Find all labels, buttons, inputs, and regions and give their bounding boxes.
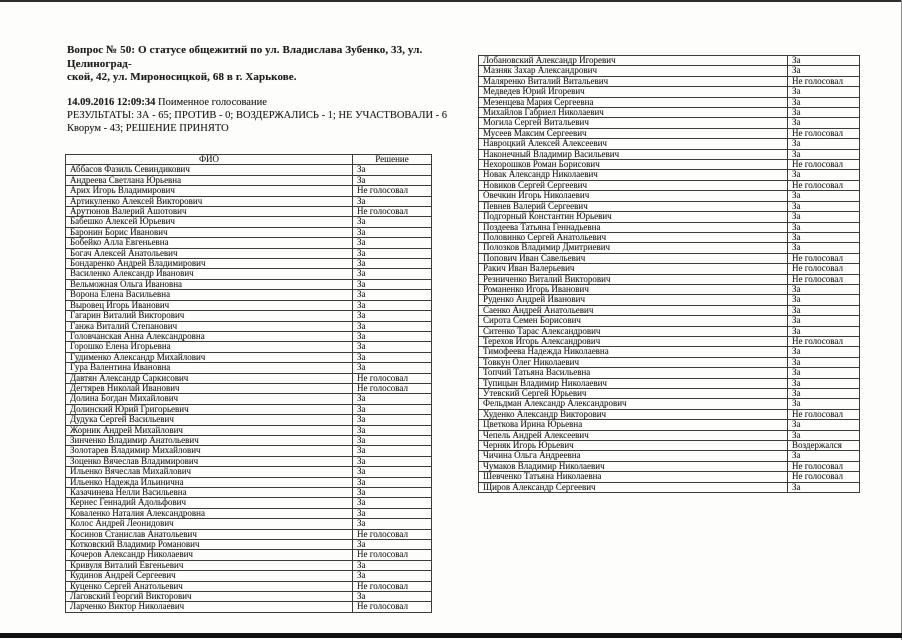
deputy-name: Ильенко Вячеслав Михайлович [66,467,353,477]
deputy-name: Утевский Сергей Юрьевич [479,389,788,399]
vote-value: Воздержался [788,441,860,451]
deputy-name: Кернес Геннадий Адольфович [66,498,353,508]
vote-value: За [788,378,860,388]
deputy-name: Ракич Иван Валерьевич [479,264,788,274]
deputy-name: Шевченко Татьяна Николаевна [479,472,788,482]
session-type: Поименное голосование [158,96,267,108]
deputy-name: Зинченко Владимир Анатольевич [66,435,353,445]
table-row [66,592,432,602]
question-title [67,44,471,85]
table-row [66,290,432,300]
table-row [479,326,860,336]
table-row [66,404,432,414]
vote-value: За [788,232,860,242]
deputy-name: Лаговский Георгий Викторович [66,592,353,602]
table-row [479,128,860,138]
table-row [479,389,860,399]
deputy-name: Василенко Александр Иванович [66,269,353,279]
vote-value: Не голосовал [353,602,432,612]
deputy-name: Саенко Андрей Анатольевич [479,305,788,315]
deputy-name: Тимофеева Надежда Николаевна [479,347,788,357]
vote-value: За [788,451,860,461]
table-row [66,259,432,269]
deputy-name: Медведев Юрий Игоревич [479,87,788,97]
deputy-name: Певнев Валерий Сергеевич [479,201,788,211]
column-header-decision: Решение [353,155,432,165]
table-row [479,451,860,461]
deputy-name: Мезенцева Мария Сергеевна [479,97,788,107]
vote-value: За [788,357,860,367]
column-header-name: ФИО [66,155,353,165]
table-row [479,409,860,419]
vote-value: За [353,394,432,404]
vote-value: За [353,311,432,321]
deputy-name: Цветкова Ирина Юрьевна [479,420,788,430]
table-row [479,118,860,128]
deputy-name: Долина Богдан Михайлович [66,394,353,404]
deputy-name: Андреева Светлана Юрьевна [66,175,353,185]
deputy-name: Черняк Игорь Юрьевич [479,441,788,451]
table-row [66,186,432,196]
table-row [66,467,432,477]
table-row [66,446,432,456]
question-line-2: ской, 42, ул. Мироносицкой, 68 в г. Харькове. [67,71,297,83]
table-row [479,305,860,315]
deputy-name: Арутюнов Валерий Ашотович [66,207,353,217]
table-row [66,238,432,248]
table-row [66,248,432,258]
deputy-name: Гура Валентина Ивановна [66,363,353,373]
table-row [66,196,432,206]
vote-value: Не голосовал [788,76,860,86]
table-row [66,383,432,393]
vote-value: За [788,243,860,253]
question-line-1: Вопрос № 50: О статусе общежитий по ул. Владислава Зубенко, 33, ул. Целиноград- [67,44,423,70]
deputy-name: Колос Андрей Леонидович [66,519,353,529]
deputy-name: Полозков Владимир Дмитриевич [479,243,788,253]
table-row [66,217,432,227]
vote-value: Не голосовал [788,472,860,482]
vote-value: Не голосовал [788,180,860,190]
deputy-name: Новиков Сергей Сергеевич [479,180,788,190]
deputy-name: Нехорошков Роман Борисович [479,160,788,170]
table-row [66,519,432,529]
deputy-name: Кривуля Виталий Евгеньевич [66,560,353,570]
deputy-name: Артикуленко Алексей Викторович [66,196,353,206]
table-row [479,253,860,263]
deputy-name: Ганжа Виталий Степанович [66,321,353,331]
deputy-name: Гудименко Александр Михайлович [66,352,353,362]
vote-value: За [788,420,860,430]
table-row [66,581,432,591]
table-row [479,378,860,388]
deputy-name: Ворона Елена Васильевна [66,290,353,300]
vote-value: За [353,435,432,445]
vote-value: Не голосовал [788,274,860,284]
table-row [479,482,860,492]
table-row [66,425,432,435]
table-row [479,274,860,284]
vote-value: Не голосовал [353,581,432,591]
table-row [66,550,432,560]
deputy-name: Поздеева Татьяна Геннадьевна [479,222,788,232]
table-row [479,170,860,180]
scan-edge-top [0,0,902,2]
vote-value: За [353,363,432,373]
deputy-name: Мазняк Захар Александрович [479,66,788,76]
table-row [66,165,432,175]
table-row [479,430,860,440]
vote-value: За [788,191,860,201]
vote-value: Не голосовал [353,373,432,383]
vote-value: За [353,227,432,237]
deputy-name: Горошко Елена Игорьевна [66,342,353,352]
table-row [479,357,860,367]
table-row [66,269,432,279]
deputy-name: Фельдман Александр Александрович [479,399,788,409]
deputy-name: Коваленко Наталия Александровна [66,508,353,518]
voting-table-left [65,154,432,613]
deputy-name: Косинов Станислав Анатольевич [66,529,353,539]
vote-value: За [353,467,432,477]
vote-value: За [353,415,432,425]
deputy-name: Чепель Андрей Алексеевич [479,430,788,440]
table-row [66,373,432,383]
deputy-name: Зоценко Вячеслав Владимирович [66,456,353,466]
deputy-name: Бобейко Алла Евгеньевна [66,238,353,248]
table-row [66,540,432,550]
deputy-name: Давтян Александр Саркисович [66,373,353,383]
vote-value: За [788,222,860,232]
table-row [66,331,432,341]
table-row [66,342,432,352]
deputy-name: Топчий Татьяна Васильевна [479,368,788,378]
deputy-name: Богач Алексей Анатольевич [66,248,353,258]
table-row [66,352,432,362]
deputy-name: Руденко Андрей Иванович [479,295,788,305]
deputy-name: Баронин Борис Иванович [66,227,353,237]
vote-value: Не голосовал [788,336,860,346]
vote-value: За [353,300,432,310]
table-row [66,394,432,404]
table-row [479,66,860,76]
deputy-name: Бондаренко Андрей Владимирович [66,259,353,269]
vote-value: За [788,482,860,492]
vote-value: За [353,175,432,185]
table-row [479,56,860,66]
vote-value: За [353,352,432,362]
table-row [66,602,432,612]
deputy-name: Выровец Игорь Иванович [66,300,353,310]
vote-value: За [353,331,432,341]
voting-table-right [478,55,860,493]
vote-value: Не голосовал [788,128,860,138]
vote-value: За [788,212,860,222]
deputy-name: Дудука Сергей Васильевич [66,415,353,425]
table-row [479,295,860,305]
deputy-name: Тупицын Владимир Николаевич [479,378,788,388]
session-datetime: 14.09.2016 12:09:34 [67,96,156,108]
vote-value: За [788,87,860,97]
table-row [479,232,860,242]
table-row [479,420,860,430]
table-row [66,498,432,508]
deputy-name: Головчанская Анна Александровна [66,331,353,341]
vote-value: За [353,238,432,248]
vote-value: Не голосовал [788,409,860,419]
table-row [479,316,860,326]
vote-value: За [353,488,432,498]
deputy-name: Кочеров Александр Николаевич [66,550,353,560]
vote-value: За [353,342,432,352]
deputy-name: Маляренко Виталий Витальевич [479,76,788,86]
table-row [66,311,432,321]
vote-value: За [353,508,432,518]
deputy-name: Сирота Семен Борисович [479,316,788,326]
deputy-name: Чумаков Владимир Николаевич [479,461,788,471]
deputy-name: Бабешко Алексей Юрьевич [66,217,353,227]
table-row [479,368,860,378]
table-row [479,97,860,107]
table-row [479,212,860,222]
table-row [66,571,432,581]
vote-value: За [788,389,860,399]
vote-value: Не голосовал [353,529,432,539]
deputy-name: Михайлов Габриел Николаевич [479,108,788,118]
table-row [66,207,432,217]
table-row [66,560,432,570]
deputy-name: Овечкин Игорь Николаевич [479,191,788,201]
quorum-line: Кворум - 43; РЕШЕНИЕ ПРИНЯТО [67,122,229,134]
table-row [66,488,432,498]
deputy-name: Новак Александр Николаевич [479,170,788,180]
table-row [479,472,860,482]
deputy-name: Худенко Александр Викторович [479,409,788,419]
vote-value: За [353,259,432,269]
deputy-name: Попович Иван Савельевич [479,253,788,263]
vote-value: За [353,446,432,456]
deputy-name: Арих Игорь Владимирович [66,186,353,196]
vote-value: За [788,170,860,180]
table-row [479,399,860,409]
vote-value: За [788,139,860,149]
deputy-name: Ильенко Надежда Ильинична [66,477,353,487]
vote-value: За [788,149,860,159]
table-row [479,108,860,118]
vote-value: За [788,316,860,326]
vote-value: Не голосовал [353,383,432,393]
deputy-name: Золотарев Владимир Михайлович [66,446,353,456]
table-row [479,264,860,274]
vote-value: За [788,108,860,118]
deputy-name: Вельможная Ольга Ивановна [66,279,353,289]
deputy-name: Мусеев Максим Сергеевич [479,128,788,138]
vote-value: За [788,56,860,66]
deputy-name: Подгорный Константин Юрьевич [479,212,788,222]
vote-value: За [353,571,432,581]
table-row [479,139,860,149]
vote-value: За [353,592,432,602]
deputy-name: Жорник Андрей Михайлович [66,425,353,435]
deputy-name: Терехов Игорь Александрович [479,336,788,346]
vote-value: За [788,305,860,315]
deputy-name: Наконечный Владимир Васильевич [479,149,788,159]
scan-edge-bottom [0,633,902,638]
deputy-name: Навроцкий Алексей Алексеевич [479,139,788,149]
table-row [479,441,860,451]
table-row [66,477,432,487]
vote-value: За [788,97,860,107]
vote-value: За [788,201,860,211]
table-row [66,363,432,373]
table-row [479,191,860,201]
table-row [66,435,432,445]
vote-value: За [788,399,860,409]
deputy-name: Котковский Владимир Романович [66,540,353,550]
table-row [66,279,432,289]
deputy-name: Куценко Сергей Анатольевич [66,581,353,591]
vote-value: За [353,290,432,300]
vote-value: За [788,284,860,294]
vote-value: Не голосовал [353,550,432,560]
vote-value: За [353,560,432,570]
table-row [66,227,432,237]
deputy-name: Долинский Юрий Григорьевич [66,404,353,414]
deputy-name: Могила Сергей Витальевич [479,118,788,128]
table-row [479,222,860,232]
deputy-name: Половинко Сергей Анатольевич [479,232,788,242]
vote-value: Не голосовал [788,461,860,471]
vote-value: За [353,279,432,289]
vote-value: Не голосовал [788,264,860,274]
vote-value: За [353,456,432,466]
vote-value: За [353,196,432,206]
document-header [67,44,471,135]
vote-value: Не голосовал [353,186,432,196]
vote-value: За [788,66,860,76]
vote-value: За [788,368,860,378]
deputy-name: Ситенко Тарас Александрович [479,326,788,336]
vote-value: За [353,540,432,550]
vote-value: Не голосовал [788,160,860,170]
deputy-name: Романенко Игорь Иванович [479,284,788,294]
table-header-row [66,155,432,165]
vote-value: За [353,477,432,487]
deputy-name: Щиров Александр Сергеевич [479,482,788,492]
results-line: РЕЗУЛЬТАТЫ: ЗА - 65; ПРОТИВ - 0; ВОЗДЕРЖАЛИСЬ - 1; НЕ УЧАСТВОВАЛИ - 6 [67,109,448,121]
table-row [479,336,860,346]
vote-value: За [788,347,860,357]
table-row [66,415,432,425]
table-row [479,347,860,357]
table-row [66,300,432,310]
vote-value: За [353,498,432,508]
table-row [479,284,860,294]
vote-value: За [788,326,860,336]
deputy-name: Гагарин Виталий Викторович [66,311,353,321]
vote-value: За [353,269,432,279]
table-row [479,180,860,190]
table-row [479,461,860,471]
deputy-name: Резниченко Виталий Викторович [479,274,788,284]
vote-value: За [788,295,860,305]
vote-value: За [788,430,860,440]
table-row [479,201,860,211]
session-line [67,96,471,109]
vote-value: За [353,217,432,227]
table-row [479,149,860,159]
deputy-name: Лобановский Александр Игоревич [479,56,788,66]
vote-value: За [353,165,432,175]
vote-value: За [353,425,432,435]
vote-value: Не голосовал [788,253,860,263]
table-row [479,87,860,97]
deputy-name: Ларченко Виктор Николаевич [66,602,353,612]
vote-value: За [353,404,432,414]
vote-value: За [788,118,860,128]
vote-value: Не голосовал [353,207,432,217]
deputy-name: Аббасов Фазиль Севиндикович [66,165,353,175]
vote-value: За [353,519,432,529]
table-row [66,508,432,518]
table-row [66,321,432,331]
table-row [479,76,860,86]
deputy-name: Чичина Ольга Андреевна [479,451,788,461]
table-row [66,456,432,466]
deputy-name: Товкун Олег Николаевич [479,357,788,367]
deputy-name: Дегтярев Николай Иванович [66,383,353,393]
deputy-name: Казачинева Нелли Васильевна [66,488,353,498]
deputy-name: Кудинов Андрей Сергеевич [66,571,353,581]
vote-value: За [353,321,432,331]
session-info [67,96,471,135]
table-row [479,243,860,253]
table-row [66,529,432,539]
table-row [479,160,860,170]
table-row [66,175,432,185]
vote-value: За [353,248,432,258]
